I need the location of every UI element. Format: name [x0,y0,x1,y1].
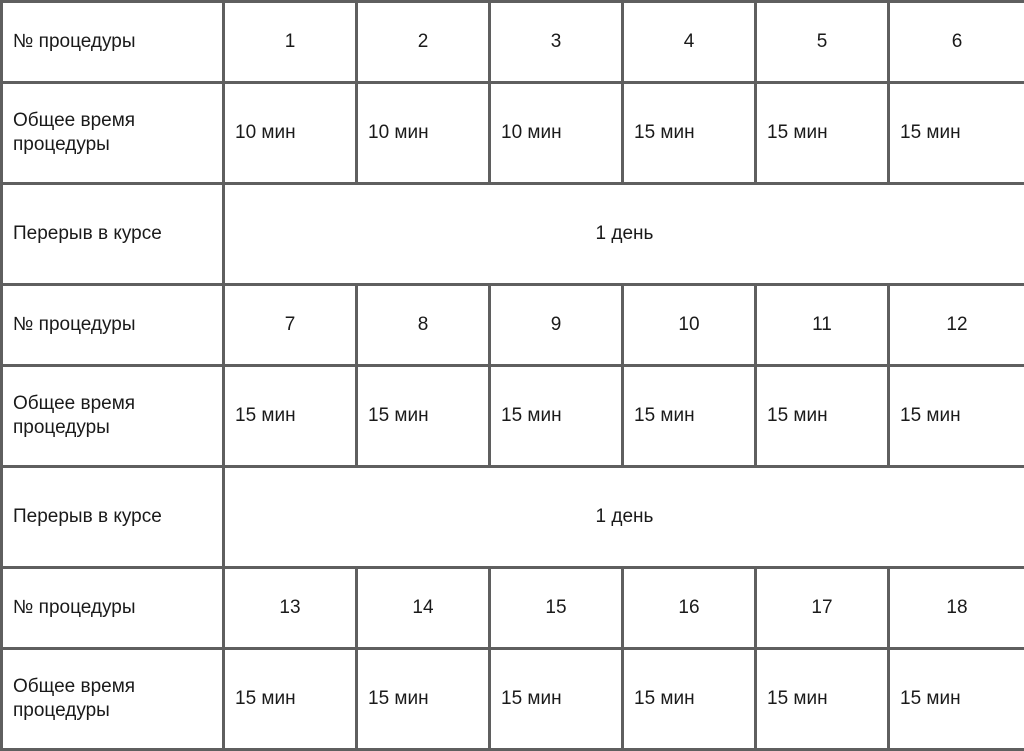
procedure-number-cell: 4 [623,2,756,83]
procedure-time-cell: 15 мин [357,649,490,750]
procedure-time-cell: 10 мин [224,83,357,184]
row-label-total-time: Общее время процедуры [2,649,224,750]
procedure-time-cell: 15 мин [623,366,756,467]
table-row [2,184,1024,285]
procedure-time-cell: 15 мин [756,366,889,467]
procedure-time-cell: 15 мин [623,649,756,750]
procedure-number-cell: 8 [357,285,490,366]
procedure-time-cell: 10 мин [490,83,623,184]
procedure-number-cell: 11 [756,285,889,366]
procedure-number-cell: 10 [623,285,756,366]
procedure-number-cell: 2 [357,2,490,83]
procedure-number-cell: 1 [224,2,357,83]
table-row [2,2,1024,83]
procedure-number-cell: 12 [889,285,1024,366]
row-label-total-time: Общее время процедуры [2,366,224,467]
row-label-total-time: Общее время процедуры [2,83,224,184]
procedure-time-cell: 15 мин [756,649,889,750]
procedure-time-cell: 10 мин [357,83,490,184]
procedure-number-cell: 9 [490,285,623,366]
procedure-number-cell: 14 [357,568,490,649]
procedure-time-cell: 15 мин [490,649,623,750]
row-label-procedure-number: № процедуры [2,568,224,649]
procedure-number-cell: 7 [224,285,357,366]
procedure-time-cell: 15 мин [623,83,756,184]
procedure-number-cell: 5 [756,2,889,83]
procedure-number-cell: 13 [224,568,357,649]
table-row [2,467,1024,568]
procedure-number-cell: 6 [889,2,1024,83]
table-row [2,83,1024,184]
row-label-break: Перерыв в курсе [2,184,224,285]
procedure-number-cell: 18 [889,568,1024,649]
procedure-time-cell: 15 мин [490,366,623,467]
table-row [2,649,1024,750]
break-value-cell: 1 день [224,184,1024,285]
procedure-number-cell: 3 [490,2,623,83]
table-row [2,366,1024,467]
row-label-procedure-number: № процедуры [2,285,224,366]
procedure-time-cell: 15 мин [224,649,357,750]
procedure-time-cell: 15 мин [224,366,357,467]
break-value-cell: 1 день [224,467,1024,568]
procedure-number-cell: 16 [623,568,756,649]
procedure-number-cell: 17 [756,568,889,649]
procedure-time-cell: 15 мин [889,366,1024,467]
procedure-time-cell: 15 мин [357,366,490,467]
procedure-number-cell: 15 [490,568,623,649]
procedure-time-cell: 15 мин [889,649,1024,750]
table-row [2,568,1024,649]
row-label-procedure-number: № процедуры [2,2,224,83]
procedure-time-cell: 15 мин [889,83,1024,184]
procedure-time-cell: 15 мин [756,83,889,184]
table-row [2,285,1024,366]
row-label-break: Перерыв в курсе [2,467,224,568]
